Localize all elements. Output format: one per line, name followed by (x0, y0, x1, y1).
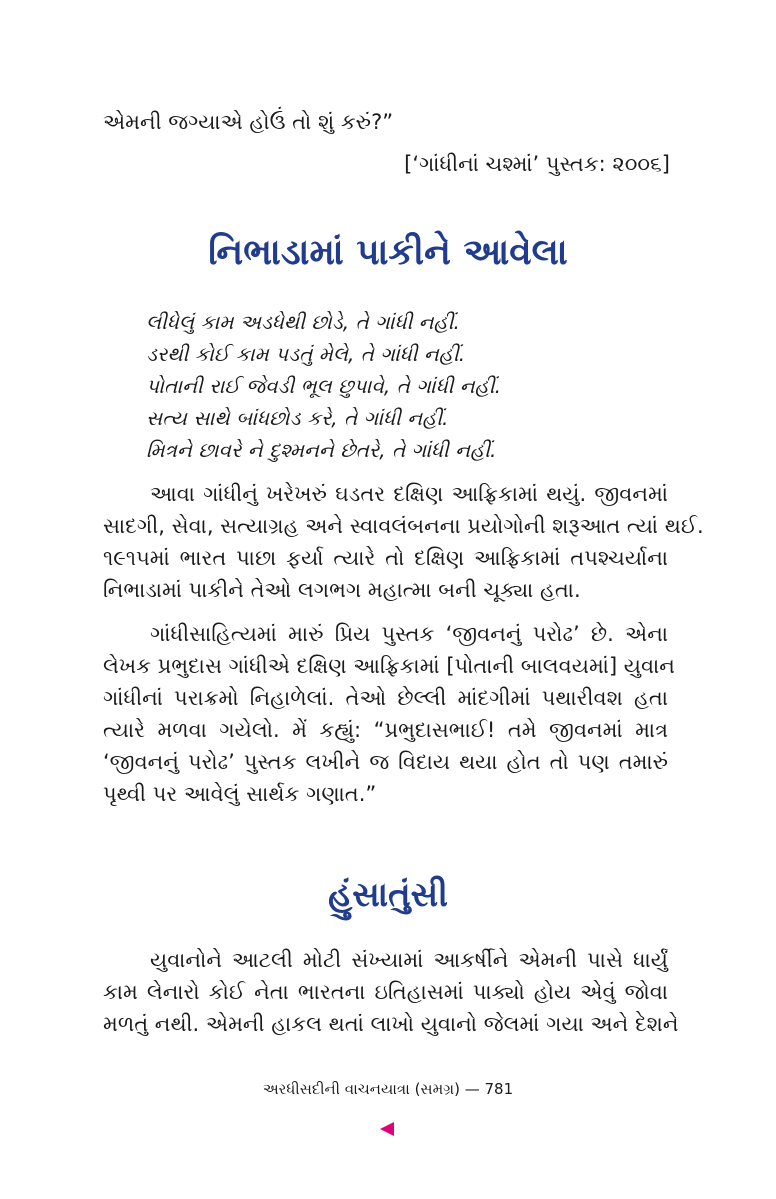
paragraph-line: નિભાડામાં પાકીને તેઓ લગભગ મહાત્મા બની ચૂક્યા હતા. (103, 578, 581, 602)
poem-line: પોતાની રાઈ જેવડી ભૂલ છુપાવે, તે ગાંધી નહીં. (146, 374, 501, 398)
paragraph-line: યુવાનોને આટલી મોટી સંખ્યામાં આકર્ષીને એમની પાસે ધાર્યું (150, 948, 668, 972)
paragraph-line: મળતું નથી. એમની હાકલ થતાં લાખો યુવાનો જેલમાં ગયા અને દેશને (103, 1012, 679, 1036)
section-title-nibhada: નિભાડામાં પાકીને આવેલા (208, 232, 568, 273)
paragraph-line: ગાંધીસાહિત્યમાં મારું પ્રિય પુસ્તક ‘જીવનનું પરોઢ’ છે. એના (150, 622, 668, 646)
paragraph-line: લેખક પ્રભુદાસ ગાંધીએ દક્ષિણ આફ્રિકામાં [પોતાની બાલવયમાં] યુવાન (103, 654, 675, 678)
page-footer: અરધીસદીની વાચનયાત્રા (સમગ્ર) — 781 (262, 1080, 514, 1098)
paragraph-line: ‘જીવનનું પરોઢ’ પુસ્તક લખીને જ વિદાય થયા હોત તો પણ તમારું (103, 750, 668, 774)
quote-closing-line: એમની જગ્યાએ હોઉં તો શું કરું?” (103, 110, 394, 134)
paragraph-line: પૃથ્વી પર આવેલું સાર્થક ગણાત.” (103, 782, 377, 806)
triangle-left-icon[interactable] (380, 1122, 394, 1136)
poem-line: ડરથી કોઈ કામ પડતું મેલે, તે ગાંધી નહીં. (146, 342, 466, 366)
paragraph-line: આવા ગાંધીનું ખરેખરું ઘડતર દક્ષિણ આફ્રિકામાં થયું. જીવનમાં (150, 482, 668, 506)
paragraph-line: ત્યારે મળવા ગયેલો. મેં કહ્યું: “પ્રભુદાસભાઈ! તમે જીવનમાં માત્ર (103, 718, 668, 742)
poem-line: લીધેલું કામ અડધેથી છોડે, તે ગાંધી નહીં. (146, 310, 460, 334)
source-citation: [‘ગાંધીનાં ચશ્માં’ પુસ્તક: ૨૦૦૬] (404, 152, 670, 176)
paragraph-line: ગાંધીનાં પરાક્રમો નિહાળેલાં. તેઓ છેલ્લી માંદગીમાં પથારીવશ હતા (103, 686, 668, 710)
paragraph-line: કામ લેનારો કોઈ નેતા ભારતના ઇતિહાસમાં પાક્યો હોય એવું જોવા (103, 980, 668, 1004)
poem-line: મિત્રને છાવરે ને દુશ્મનને છેતરે, તે ગાંધી નહીં. (146, 438, 497, 462)
paragraph-line: ૧૯૧૫માં ભારત પાછા ફર્યા ત્યારે તો દક્ષિણ આફ્રિકામાં તપશ્ચર્યાના (103, 546, 668, 570)
section-title-husatusi: હુંસાતુંસી (328, 875, 448, 915)
paragraph-line: સાદગી, સેવા, સત્યાગ્રહ અને સ્વાવલંબનના પ્રયોગોની શરૂઆત ત્યાં થઈ. (103, 514, 704, 538)
poem-line: સત્ય સાથે બાંધછોડ કરે, તે ગાંધી નહીં. (146, 406, 449, 430)
